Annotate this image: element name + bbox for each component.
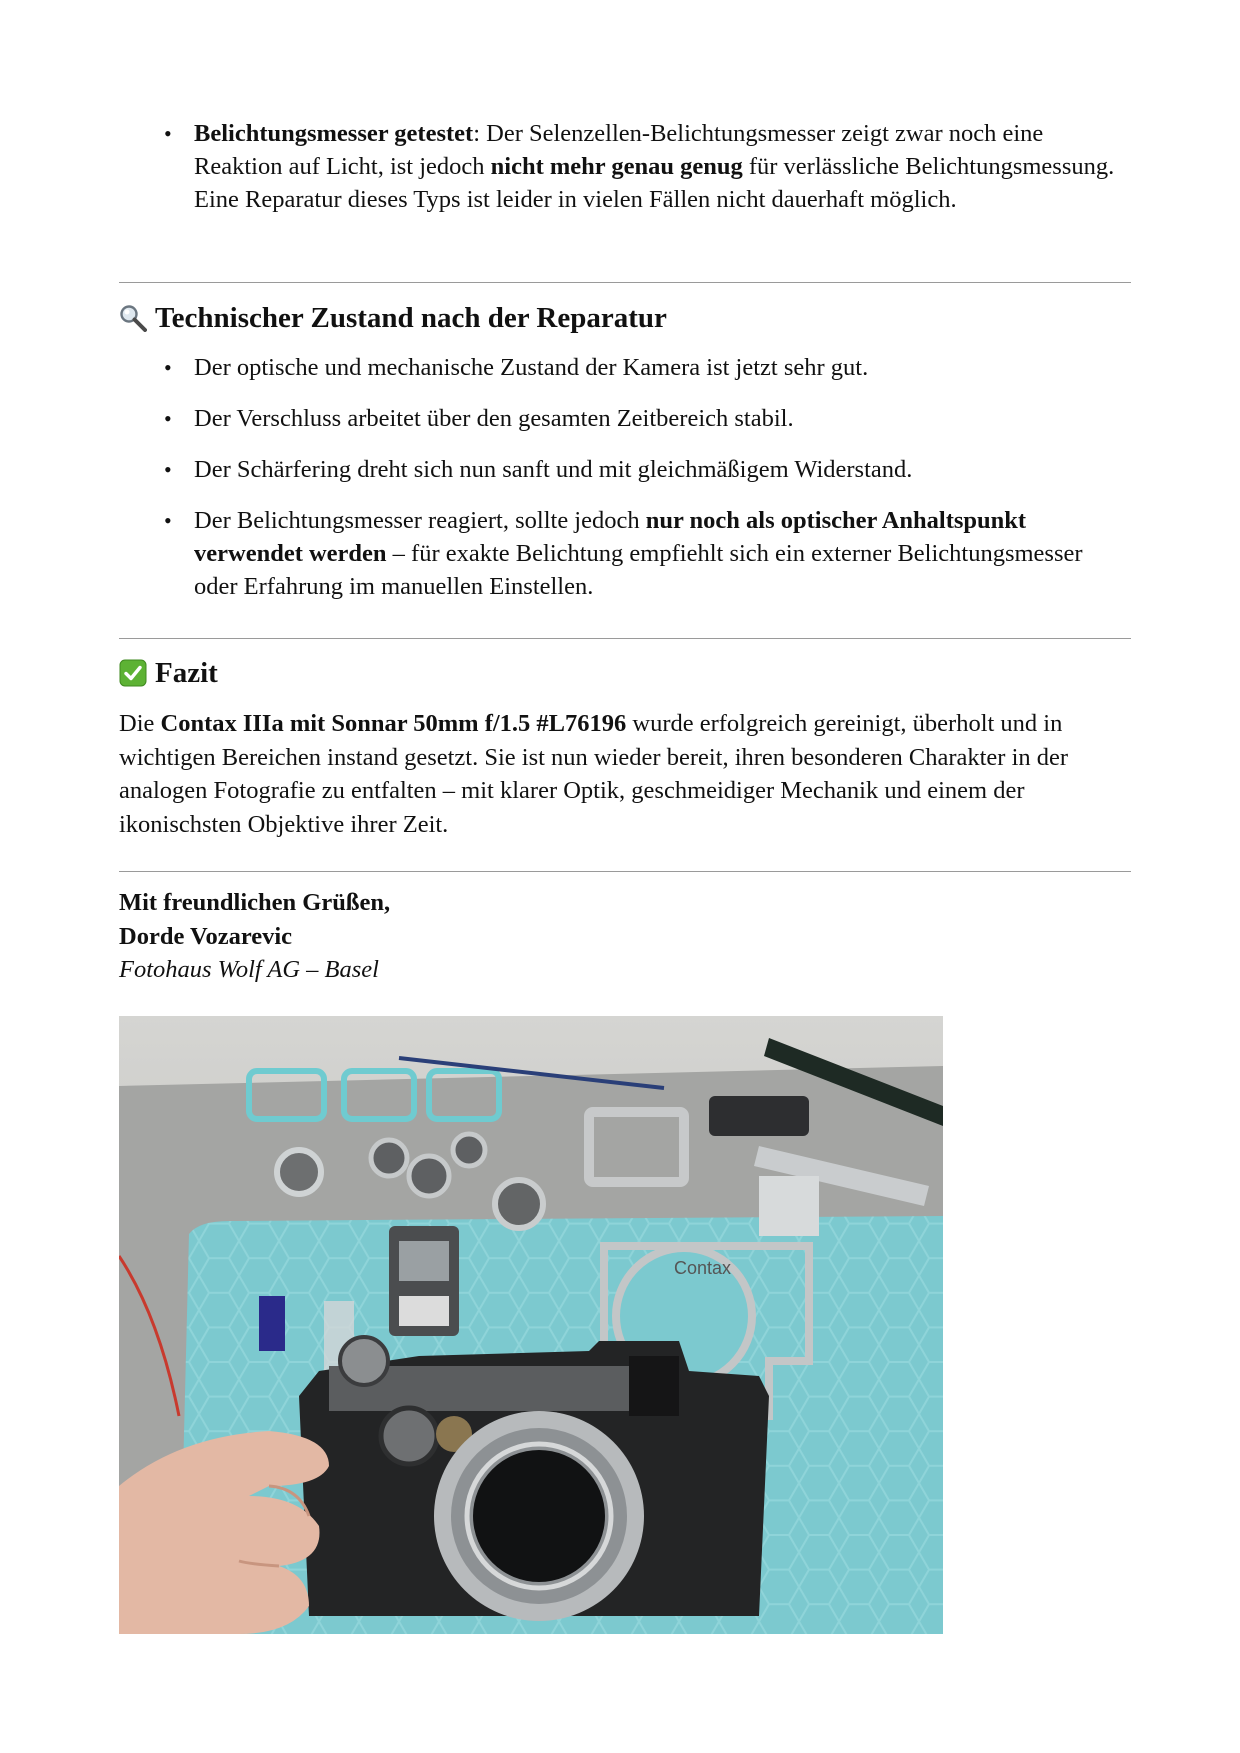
divider <box>119 282 1131 283</box>
camera-repair-illustration <box>119 1016 943 1634</box>
magnifier-icon <box>119 304 147 332</box>
list-item: • Der optische und mechanische Zustand der Kamera ist jetzt sehr gut. <box>194 351 1206 384</box>
divider <box>119 871 1131 872</box>
divider <box>119 638 1131 639</box>
signature-greeting: Mit freundlichen Grüßen, <box>119 889 391 916</box>
camera-label-text: Contax <box>674 1258 732 1278</box>
list-item: • Belichtungsmesser getestet: Der Selenzellen-Belichtungsmesser zeigt zwar noch eine Reaktion auf Licht, ist jedoch nicht mehr genau genug für verlässliche Belichtungsmessung. Eine Reparatur dieses Typs ist leider in vielen Fällen nicht dauerhaft möglich. <box>194 117 1129 216</box>
list-item: • Der Verschluss arbeitet über den gesamten Zeitbereich stabil. <box>194 402 1206 435</box>
exposure-list <box>119 117 1206 216</box>
signature-company: Fotohaus Wolf AG – Basel <box>119 956 379 983</box>
section-heading-condition: Technischer Zustand nach der Reparatur <box>119 298 667 338</box>
conclusion-paragraph: Die Contax IIIa mit Sonnar 50mm f/1.5 #L76196 wurde erfolgreich gereinigt, überholt und in wichtigen Bereichen instand gesetzt. Sie ist nun wieder bereit, ihren besonderen Charakter in der analogen Fotografie zu entfalten – mit klarer Optik, geschmeidiger Mechanik und einem der ikonischsten Objektive ihrer Zeit. <box>119 710 1069 838</box>
section-heading-conclusion: Fazit <box>119 653 218 693</box>
checkmark-icon <box>119 659 147 687</box>
camera-repair-photo <box>119 1016 943 1634</box>
list-item: • Der Schärfering dreht sich nun sanft und mit gleichmäßigem Widerstand. <box>194 453 1206 486</box>
condition-list <box>119 351 1206 603</box>
list-item: • Der Belichtungsmesser reagiert, sollte jedoch nur noch als optischer Anhaltspunkt verwendet werden – für exakte Belichtung empfiehlt sich ein externer Belichtungsmesser oder Erfahrung im manuellen Einstellen. <box>194 504 1129 603</box>
signature-block <box>119 886 390 987</box>
signature-name: Dorde Vozarevic <box>119 922 293 950</box>
